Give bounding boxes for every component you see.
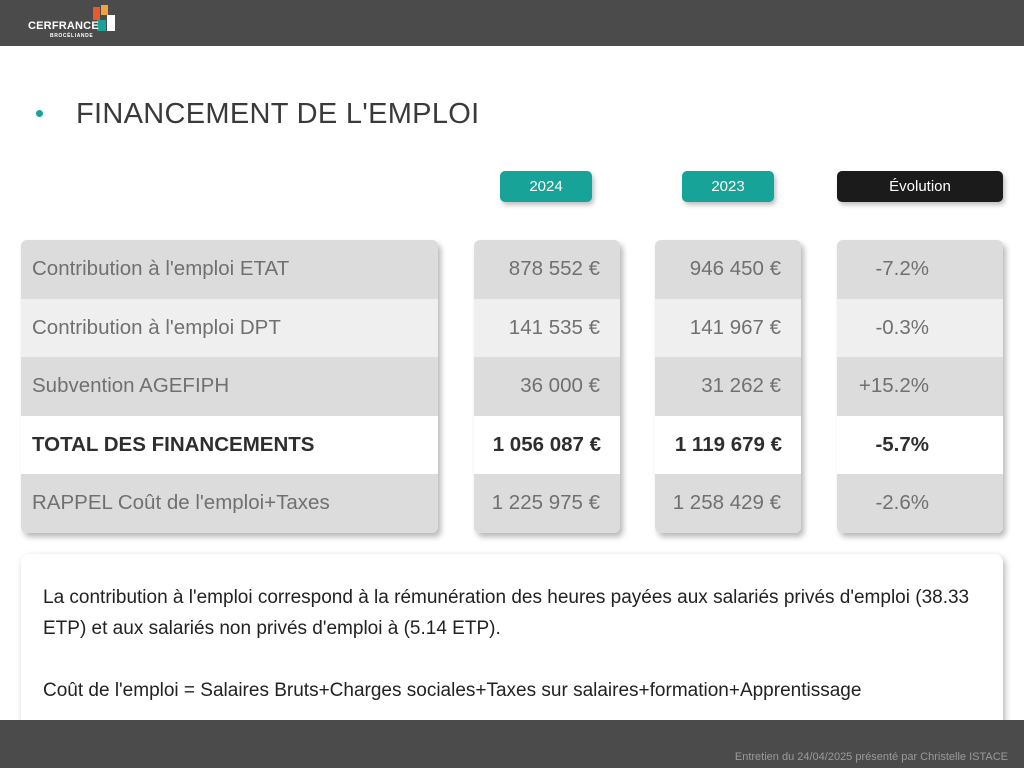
cell-evolution: -7.2% <box>837 240 1003 299</box>
column-header-evolution: Évolution <box>837 171 1003 202</box>
logo-subtext: BROCÉLIANDE <box>50 33 94 39</box>
header-bar <box>0 0 1024 46</box>
row-label: Contribution à l'emploi ETAT <box>21 240 438 299</box>
cell-2023: 946 450 € <box>655 240 801 299</box>
cell-2024: 878 552 € <box>474 240 620 299</box>
cell-evolution: -0.3% <box>837 299 1003 358</box>
cell-2024: 36 000 € <box>474 357 620 416</box>
column-header-2023: 2023 <box>682 171 774 202</box>
column-header-2024: 2024 <box>500 171 592 202</box>
logo-text: CERFRANCE <box>28 20 99 32</box>
cell-2024: 1 225 975 € <box>474 474 620 533</box>
cell-evolution-total: -5.7% <box>837 416 1003 475</box>
cell-2023-total: 1 119 679 € <box>655 416 801 475</box>
notes-paragraph-contribution: La contribution à l'emploi correspond à la rémunération des heures payées aux salariés privés d'emploi (38.33 ETP) et aux salariés non privés d'emploi à (5.14 ETP). <box>43 587 970 639</box>
cell-2023: 1 258 429 € <box>655 474 801 533</box>
cell-2024: 141 535 € <box>474 299 620 358</box>
evolution-column <box>837 240 1003 533</box>
page-title: FINANCEMENT DE L'EMPLOI <box>76 98 480 130</box>
footer-text: Entretien du 24/04/2025 présenté par Christelle ISTACE <box>734 751 1008 763</box>
values-2023-column <box>655 240 801 533</box>
cell-2023: 31 262 € <box>655 357 801 416</box>
label-column <box>21 240 438 533</box>
cell-2023: 141 967 € <box>655 299 801 358</box>
row-label: Subvention AGEFIPH <box>21 357 438 416</box>
row-label: Contribution à l'emploi DPT <box>21 299 438 358</box>
footer-bar <box>0 720 1024 768</box>
notes-box <box>21 554 1003 735</box>
row-label-total: TOTAL DES FINANCEMENTS <box>21 416 438 475</box>
row-label: RAPPEL Coût de l'emploi+Taxes <box>21 474 438 533</box>
bullet-icon <box>36 110 43 117</box>
notes-paragraph-cost: Coût de l'emploi = Salaires Bruts+Charges sociales+Taxes sur salaires+formation+Apprentissage <box>43 680 862 701</box>
values-2024-column <box>474 240 620 533</box>
cerfrance-logo <box>28 5 123 41</box>
cell-evolution: +15.2% <box>837 357 1003 416</box>
cell-2024-total: 1 056 087 € <box>474 416 620 475</box>
cell-evolution: -2.6% <box>837 474 1003 533</box>
